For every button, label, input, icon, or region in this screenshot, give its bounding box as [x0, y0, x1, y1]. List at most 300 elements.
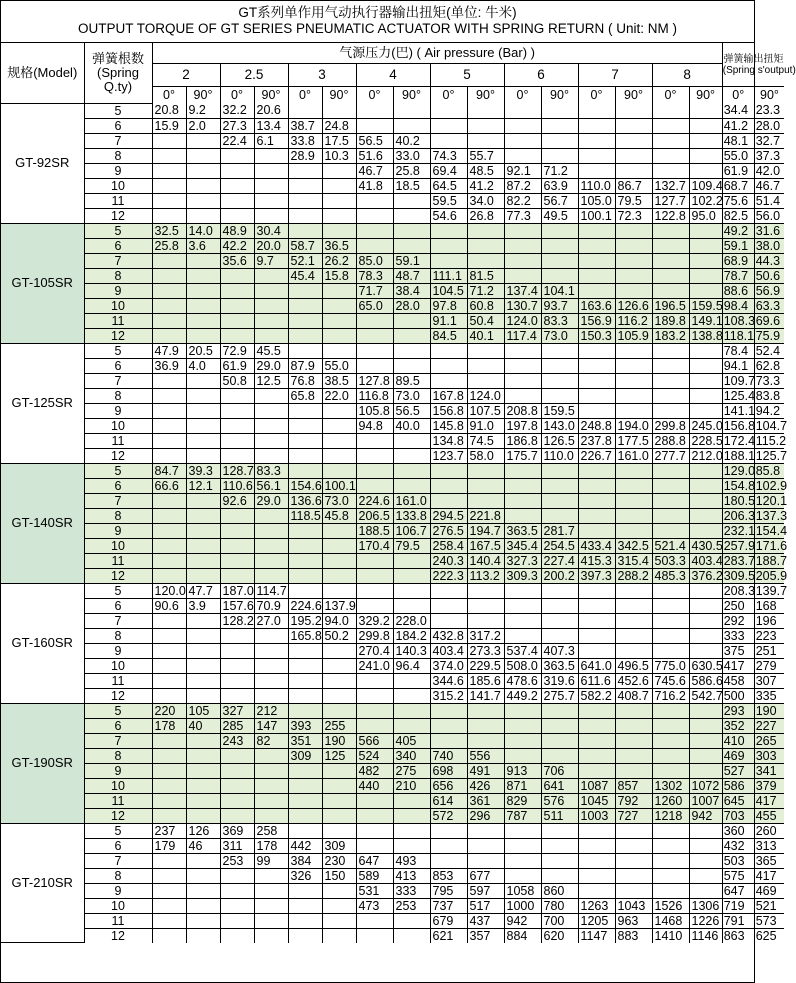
torque-value-cell: [615, 613, 652, 628]
torque-value-cell: [652, 388, 689, 403]
torque-value-cell: 187.0: [220, 583, 254, 598]
torque-value-cell: [254, 778, 288, 793]
torque-value-cell: [430, 358, 467, 373]
title-block: [1, 1, 754, 43]
torque-value-cell: [288, 553, 322, 568]
torque-value-cell: [152, 313, 186, 328]
spring-output-cell: 171.6: [755, 538, 788, 553]
torque-value-cell: [541, 718, 578, 733]
torque-value-cell: 110.0: [578, 178, 615, 193]
torque-value-cell: 508.0: [504, 658, 541, 673]
torque-value-cell: 727: [615, 808, 652, 823]
torque-value-cell: 186.8: [504, 433, 541, 448]
torque-value-cell: 35.6: [220, 253, 254, 268]
spring-output-cell: 109.7: [723, 373, 756, 388]
torque-value-cell: [615, 388, 652, 403]
torque-value-cell: 33.8: [288, 133, 322, 148]
torque-value-cell: [652, 268, 689, 283]
torque-value-cell: [504, 388, 541, 403]
spring-output-cell: 379: [754, 778, 784, 793]
torque-value-cell: 25.8: [152, 238, 186, 253]
table-row: [1, 883, 784, 898]
torque-value-cell: [322, 223, 356, 238]
torque-value-cell: [541, 133, 578, 148]
torque-value-cell: 942: [689, 808, 722, 823]
torque-value-cell: [356, 313, 393, 328]
torque-value-cell: 79.5: [393, 538, 430, 553]
torque-value-cell: [356, 223, 393, 238]
angle-0-header: 0°: [504, 87, 541, 104]
table-row: [1, 658, 784, 673]
spring-output-cell: 48.1: [722, 133, 754, 148]
torque-value-cell: [689, 478, 722, 493]
torque-value-cell: [689, 268, 722, 283]
torque-value-cell: 452.6: [615, 673, 652, 688]
torque-value-cell: 241.0: [356, 658, 393, 673]
torque-value-cell: [652, 598, 689, 613]
torque-value-cell: [322, 313, 356, 328]
spring-qty-cell: 5: [84, 343, 152, 358]
torque-value-cell: 493: [393, 853, 430, 868]
torque-value-cell: 134.8: [430, 433, 467, 448]
torque-value-cell: 94.0: [322, 613, 356, 628]
torque-value-cell: 104.5: [430, 283, 467, 298]
torque-value-cell: [152, 178, 186, 193]
torque-value-cell: [689, 853, 722, 868]
torque-value-cell: [288, 433, 322, 448]
torque-value-cell: [186, 283, 220, 298]
torque-value-cell: 403.4: [689, 553, 722, 568]
spring-output-cell: 521: [754, 898, 784, 913]
torque-value-cell: [689, 523, 722, 538]
torque-value-cell: [186, 403, 220, 418]
torque-value-cell: [652, 613, 689, 628]
spring-output-cell: 279: [754, 658, 784, 673]
spring-qty-cell: 10: [84, 778, 152, 793]
torque-value-cell: [186, 373, 220, 388]
torque-value-cell: 393: [288, 718, 322, 733]
torque-value-cell: [652, 283, 689, 298]
spring-qty-cell: 11: [84, 553, 152, 568]
torque-value-cell: [393, 238, 430, 253]
torque-value-cell: 145.8: [430, 418, 467, 433]
table-row: [1, 253, 784, 268]
table-row: [1, 463, 784, 478]
torque-value-cell: 41.8: [356, 178, 393, 193]
spring-output-cell: 417: [754, 793, 784, 808]
spring-qty-cell: 6: [84, 718, 152, 733]
table-row: [1, 433, 784, 448]
spring-output-cell: 180.5: [723, 493, 756, 508]
torque-value-cell: 163.6: [578, 298, 615, 313]
torque-value-cell: [652, 343, 689, 358]
spring-output-cell: 115.2: [755, 433, 787, 448]
spring-output-cell: 94.1: [722, 358, 754, 373]
torque-value-cell: 84.7: [152, 463, 186, 478]
spring-qty-cell: 8: [84, 748, 152, 763]
torque-value-cell: 442: [288, 838, 322, 853]
torque-value-cell: [220, 538, 254, 553]
torque-value-cell: [288, 328, 322, 343]
table-row: [1, 748, 784, 763]
torque-value-cell: [430, 703, 467, 718]
spring-output-cell: 102.9: [755, 478, 788, 493]
torque-value-cell: [578, 598, 615, 613]
torque-value-cell: [504, 478, 541, 493]
torque-value-cell: 288.8: [652, 433, 689, 448]
torque-value-cell: [652, 628, 689, 643]
torque-value-cell: [254, 913, 288, 928]
torque-value-cell: 189.8: [652, 313, 689, 328]
torque-value-cell: 221.8: [467, 508, 504, 523]
torque-value-cell: [504, 373, 541, 388]
torque-value-cell: 20.6: [254, 103, 288, 118]
torque-value-cell: 586.6: [689, 673, 722, 688]
torque-value-cell: 556: [467, 748, 504, 763]
torque-value-cell: [254, 328, 288, 343]
torque-value-cell: 1007: [689, 793, 722, 808]
torque-value-cell: [186, 748, 220, 763]
torque-value-cell: 73.0: [393, 388, 430, 403]
torque-value-cell: 91.1: [430, 313, 467, 328]
torque-value-cell: 716.2: [652, 688, 689, 703]
spring-output-cell: 37.3: [754, 148, 784, 163]
torque-value-cell: [689, 508, 722, 523]
torque-value-cell: [541, 583, 578, 598]
torque-value-cell: [152, 388, 186, 403]
torque-value-cell: [467, 478, 504, 493]
torque-value-cell: [689, 388, 722, 403]
pressure-6-header: 6: [504, 64, 578, 87]
torque-value-cell: [504, 148, 541, 163]
torque-value-cell: [504, 703, 541, 718]
torque-value-cell: [152, 193, 186, 208]
spring-output-cell: 293: [722, 703, 754, 718]
torque-value-cell: 426: [467, 778, 504, 793]
torque-value-cell: [152, 613, 186, 628]
torque-value-cell: 1410: [652, 928, 689, 943]
torque-value-cell: [186, 433, 220, 448]
spring-qty-cell: 5: [84, 463, 152, 478]
torque-value-cell: 20.0: [254, 238, 288, 253]
table-row: [1, 163, 784, 178]
torque-value-cell: [186, 868, 220, 883]
torque-value-cell: [288, 343, 322, 358]
torque-value-cell: 42.2: [220, 238, 254, 253]
model-name-cell: GT-140SR: [1, 463, 84, 583]
torque-value-cell: [615, 733, 652, 748]
torque-value-cell: 440: [356, 778, 393, 793]
torque-value-cell: [322, 553, 356, 568]
spring-qty-header-cn: 弹簧根数: [91, 50, 144, 66]
table-row: [1, 358, 784, 373]
spring-output-cell: 62.8: [754, 358, 784, 373]
torque-value-cell: 79.5: [615, 193, 652, 208]
table-row: [1, 823, 784, 838]
torque-value-cell: 884: [504, 928, 541, 943]
table-row: [1, 523, 784, 538]
torque-value-cell: [652, 403, 689, 418]
torque-value-cell: [504, 133, 541, 148]
spring-output-cell: 703: [722, 808, 754, 823]
spring-output-cell: 417: [722, 658, 754, 673]
spring-qty-cell: 11: [84, 913, 152, 928]
torque-value-cell: 170.4: [356, 538, 393, 553]
spring-qty-cell: 6: [84, 118, 152, 133]
torque-value-cell: 294.5: [430, 508, 467, 523]
spring-output-cell: 125.4: [723, 388, 756, 403]
pressure-7-header: 7: [578, 64, 652, 87]
torque-value-cell: [541, 508, 578, 523]
torque-value-cell: [288, 703, 322, 718]
spring-output-cell: 88.6: [722, 283, 754, 298]
torque-value-cell: 237.8: [578, 433, 615, 448]
torque-value-cell: 110.6: [220, 478, 254, 493]
torque-value-cell: [152, 373, 186, 388]
table-row: [1, 688, 784, 703]
spring-output-cell: 83.8: [754, 388, 784, 403]
torque-value-cell: [467, 253, 504, 268]
torque-value-cell: 165.8: [288, 628, 322, 643]
spring-output-cell: 28.0: [754, 118, 784, 133]
torque-value-cell: [220, 178, 254, 193]
spring-output-cell: 52.4: [754, 343, 784, 358]
torque-value-cell: 405: [393, 733, 430, 748]
torque-value-cell: [541, 868, 578, 883]
spring-output-cell: 432: [722, 838, 754, 853]
torque-value-cell: [393, 688, 430, 703]
torque-value-cell: 374.0: [430, 658, 467, 673]
torque-value-cell: [689, 253, 722, 268]
torque-value-cell: 430.5: [689, 538, 722, 553]
torque-value-cell: 40.0: [393, 418, 430, 433]
torque-value-cell: [322, 433, 356, 448]
torque-value-cell: 276.5: [430, 523, 467, 538]
torque-value-cell: 161.0: [615, 448, 652, 463]
torque-value-cell: 737: [430, 898, 467, 913]
torque-value-cell: 611.6: [578, 673, 615, 688]
torque-value-cell: 333: [393, 883, 430, 898]
torque-value-cell: 641.0: [578, 658, 615, 673]
torque-value-cell: [615, 163, 652, 178]
torque-value-cell: 65.8: [288, 388, 322, 403]
torque-value-cell: 1526: [652, 898, 689, 913]
torque-value-cell: 41.2: [467, 178, 504, 193]
spring-output-cell: 118.1: [723, 328, 755, 343]
torque-value-cell: [615, 343, 652, 358]
table-row: [1, 613, 784, 628]
spring-output-cell: 223: [754, 628, 784, 643]
torque-value-cell: [504, 823, 541, 838]
spring-output-header-cn: 弹簧输出扭矩: [723, 53, 784, 65]
torque-value-cell: 50.8: [220, 373, 254, 388]
torque-value-cell: [220, 748, 254, 763]
spring-output-cell: 46.7: [754, 178, 784, 193]
torque-value-cell: [152, 508, 186, 523]
torque-value-cell: [541, 703, 578, 718]
table-row: [1, 778, 784, 793]
spring-qty-cell: 12: [84, 688, 152, 703]
torque-value-cell: 273.3: [467, 643, 504, 658]
spring-output-cell: 104.7: [755, 418, 788, 433]
torque-value-cell: [186, 553, 220, 568]
torque-value-cell: 792: [615, 793, 652, 808]
torque-value-cell: [578, 523, 615, 538]
torque-value-cell: [541, 358, 578, 373]
torque-value-cell: [220, 268, 254, 283]
torque-value-cell: 52.1: [288, 253, 322, 268]
spring-qty-cell: 5: [84, 103, 152, 118]
torque-value-cell: 86.7: [615, 178, 652, 193]
torque-value-cell: [467, 583, 504, 598]
torque-value-cell: [541, 253, 578, 268]
angle-0-header: 0°: [430, 87, 467, 104]
torque-value-cell: 491: [467, 763, 504, 778]
torque-value-cell: [652, 463, 689, 478]
torque-value-cell: [504, 103, 541, 118]
torque-value-cell: 32.2: [220, 103, 254, 118]
torque-value-cell: 433.4: [578, 538, 615, 553]
spring-output-cell: 863: [722, 928, 754, 943]
torque-value-cell: 45.4: [288, 268, 322, 283]
torque-value-cell: [152, 283, 186, 298]
torque-value-cell: 258: [254, 823, 288, 838]
torque-value-cell: [504, 583, 541, 598]
torque-value-cell: [254, 868, 288, 883]
torque-value-cell: 1218: [652, 808, 689, 823]
torque-value-cell: 99: [254, 853, 288, 868]
torque-value-cell: 224.6: [288, 598, 322, 613]
torque-value-cell: [578, 148, 615, 163]
torque-value-cell: 883: [615, 928, 652, 943]
torque-value-cell: 105.8: [356, 403, 393, 418]
torque-value-cell: [393, 223, 430, 238]
torque-value-cell: [356, 343, 393, 358]
spring-qty-cell: 9: [84, 643, 152, 658]
model-name-cell: GT-125SR: [1, 343, 84, 463]
torque-value-cell: 77.3: [504, 208, 541, 223]
torque-value-cell: [152, 253, 186, 268]
table-row: [1, 403, 784, 418]
torque-value-cell: 143.0: [541, 418, 578, 433]
torque-value-cell: 237: [152, 823, 186, 838]
torque-value-cell: 344.6: [430, 673, 467, 688]
spring-qty-cell: 12: [84, 328, 152, 343]
torque-value-cell: [430, 118, 467, 133]
torque-value-cell: 73.0: [322, 493, 356, 508]
torque-value-cell: 315.2: [430, 688, 467, 703]
table-row: [1, 733, 784, 748]
torque-value-cell: [152, 163, 186, 178]
torque-value-cell: [254, 148, 288, 163]
torque-value-cell: 126: [186, 823, 220, 838]
torque-value-cell: [430, 613, 467, 628]
torque-value-cell: [356, 433, 393, 448]
torque-value-cell: 206.5: [356, 508, 393, 523]
torque-value-cell: 224.6: [356, 493, 393, 508]
torque-value-cell: [254, 793, 288, 808]
torque-value-cell: [322, 328, 356, 343]
spring-output-cell: 196: [754, 613, 784, 628]
table-row: [1, 178, 784, 193]
torque-value-cell: [615, 283, 652, 298]
torque-value-cell: 403.4: [430, 643, 467, 658]
torque-value-cell: [615, 763, 652, 778]
torque-value-cell: 92.1: [504, 163, 541, 178]
torque-value-cell: [578, 478, 615, 493]
torque-value-cell: [152, 658, 186, 673]
torque-value-cell: [504, 748, 541, 763]
torque-value-cell: 1147: [578, 928, 615, 943]
torque-value-cell: [254, 928, 288, 943]
torque-value-cell: 45.8: [322, 508, 356, 523]
spring-output-cell: 38.0: [754, 238, 784, 253]
spring-output-cell: 129.0: [723, 463, 756, 478]
torque-value-cell: [467, 223, 504, 238]
torque-value-cell: [541, 598, 578, 613]
torque-value-cell: [288, 448, 322, 463]
torque-value-cell: 521.4: [652, 538, 689, 553]
torque-value-cell: [152, 628, 186, 643]
torque-value-cell: [322, 523, 356, 538]
torque-value-cell: [254, 808, 288, 823]
torque-value-cell: [393, 598, 430, 613]
torque-value-cell: [578, 403, 615, 418]
pressure-8-header: 8: [652, 64, 722, 87]
torque-value-cell: [689, 463, 722, 478]
torque-value-cell: 102.2: [689, 193, 722, 208]
torque-value-cell: 340: [393, 748, 430, 763]
torque-value-cell: 128.2: [220, 613, 254, 628]
torque-value-cell: [689, 373, 722, 388]
torque-value-cell: 188.5: [356, 523, 393, 538]
spring-output-cell: 283.7: [723, 553, 756, 568]
torque-value-cell: [152, 133, 186, 148]
torque-value-cell: [254, 673, 288, 688]
torque-value-cell: [356, 673, 393, 688]
torque-value-cell: 240.3: [430, 553, 467, 568]
torque-value-cell: [288, 523, 322, 538]
torque-value-cell: 309: [322, 838, 356, 853]
spring-qty-header: [84, 43, 152, 103]
torque-value-cell: [467, 853, 504, 868]
torque-value-cell: 78.3: [356, 268, 393, 283]
torque-value-cell: [322, 673, 356, 688]
torque-value-cell: 59.5: [430, 193, 467, 208]
torque-value-cell: [541, 238, 578, 253]
torque-value-cell: [356, 478, 393, 493]
torque-value-cell: [220, 793, 254, 808]
torque-value-cell: 29.0: [254, 493, 288, 508]
torque-value-cell: [288, 583, 322, 598]
torque-value-cell: 69.4: [430, 163, 467, 178]
torque-value-cell: [578, 703, 615, 718]
torque-value-cell: 299.8: [652, 418, 689, 433]
torque-value-cell: 32.5: [152, 223, 186, 238]
torque-value-cell: [288, 313, 322, 328]
torque-value-cell: [220, 928, 254, 943]
torque-value-cell: [430, 238, 467, 253]
torque-value-cell: [288, 883, 322, 898]
torque-value-cell: 589: [356, 868, 393, 883]
torque-value-cell: [152, 448, 186, 463]
torque-value-cell: [393, 313, 430, 328]
torque-value-cell: [689, 343, 722, 358]
torque-value-cell: 329.2: [356, 613, 393, 628]
torque-value-cell: [652, 643, 689, 658]
angle-90-header: 90°: [754, 87, 784, 104]
torque-value-cell: 342.5: [615, 538, 652, 553]
